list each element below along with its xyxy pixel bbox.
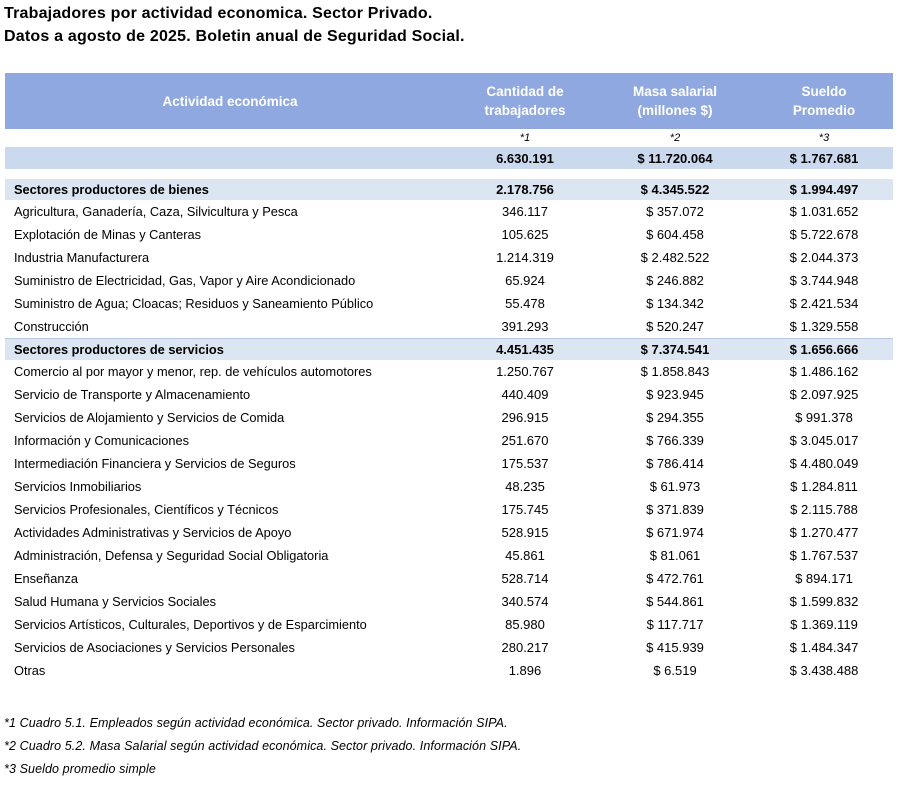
- payroll-value: $ 4.345.522: [595, 174, 755, 200]
- footnote-marker-empty: [5, 129, 455, 147]
- avg-wage-value: $ 1.270.477: [755, 521, 893, 544]
- activity-label: Servicio de Transporte y Almacenamiento: [5, 383, 455, 406]
- payroll-value: $ 7.374.541: [595, 339, 755, 361]
- activity-label: Suministro de Electricidad, Gas, Vapor y Aire Acondicionado: [5, 269, 455, 292]
- table-row: [5, 498, 893, 521]
- footnote-2: *2 Cuadro 5.2. Masa Salarial según actividad económica. Sector privado. Información SIPA.: [4, 739, 522, 753]
- payroll-value: $ 294.355: [595, 406, 755, 429]
- table-row: [5, 613, 893, 636]
- footnote-marker-2: *2: [595, 129, 755, 147]
- workers-value: 1.250.767: [455, 360, 595, 383]
- table-row: [5, 429, 893, 452]
- avg-wage-value: $ 1.599.832: [755, 590, 893, 613]
- column-header-row: [5, 73, 893, 129]
- workers-value: 528.714: [455, 567, 595, 590]
- footnote-3: *3 Sueldo promedio simple: [4, 762, 156, 776]
- workers-value: 45.861: [455, 544, 595, 567]
- activity-label: Servicios Artísticos, Culturales, Deportivos y de Esparcimiento: [5, 613, 455, 636]
- payroll-value: $ 117.717: [595, 613, 755, 636]
- workers-value: 1.896: [455, 659, 595, 682]
- activity-label: Enseñanza: [5, 567, 455, 590]
- table-row: [5, 406, 893, 429]
- payroll-value: $ 472.761: [595, 567, 755, 590]
- payroll-value: $ 134.342: [595, 292, 755, 315]
- column-header-cantidad: [455, 73, 595, 129]
- payroll-value: $ 671.974: [595, 521, 755, 544]
- workers-value: 2.178.756: [455, 174, 595, 200]
- avg-wage-value: $ 1.767.681: [755, 147, 893, 174]
- avg-wage-value: $ 1.031.652: [755, 200, 893, 223]
- table-row: [5, 223, 893, 246]
- table-head: [5, 73, 893, 147]
- activity-label: Industria Manufacturera: [5, 246, 455, 269]
- workers-value: 4.451.435: [455, 339, 595, 361]
- table-row: [5, 200, 893, 223]
- activity-label: Explotación de Minas y Canteras: [5, 223, 455, 246]
- activity-label: Agricultura, Ganadería, Caza, Silvicultura y Pesca: [5, 200, 455, 223]
- workers-value: 391.293: [455, 315, 595, 339]
- table-row: [5, 567, 893, 590]
- workers-value: 85.980: [455, 613, 595, 636]
- footnote-marker-1: *1: [455, 129, 595, 147]
- table-row: [5, 475, 893, 498]
- table-row: [5, 636, 893, 659]
- workers-value: 48.235: [455, 475, 595, 498]
- avg-wage-value: $ 1.369.119: [755, 613, 893, 636]
- avg-wage-value: $ 4.480.049: [755, 452, 893, 475]
- avg-wage-value: $ 1.486.162: [755, 360, 893, 383]
- workers-value: 175.537: [455, 452, 595, 475]
- activity-label: [5, 147, 455, 174]
- report-header: [0, 0, 900, 48]
- table-row: [5, 246, 893, 269]
- workers-value: 296.915: [455, 406, 595, 429]
- column-header-masa-line2: (millones $): [637, 103, 713, 118]
- activity-label: Servicios Inmobiliarios: [5, 475, 455, 498]
- footnotes: [4, 712, 900, 781]
- activity-label: Otras: [5, 659, 455, 682]
- table-body: [5, 147, 893, 682]
- avg-wage-value: $ 5.722.678: [755, 223, 893, 246]
- payroll-value: $ 357.072: [595, 200, 755, 223]
- avg-wage-value: $ 1.329.558: [755, 315, 893, 339]
- avg-wage-value: $ 991.378: [755, 406, 893, 429]
- avg-wage-value: $ 1.656.666: [755, 339, 893, 361]
- column-header-actividad-label: Actividad económica: [162, 93, 298, 109]
- workers-value: 65.924: [455, 269, 595, 292]
- activity-label: Salud Humana y Servicios Sociales: [5, 590, 455, 613]
- table-row: [5, 383, 893, 406]
- payroll-value: $ 1.858.843: [595, 360, 755, 383]
- footnote-marker-row: [5, 129, 893, 147]
- workers-value: 6.630.191: [455, 147, 595, 174]
- activity-label: Servicios de Asociaciones y Servicios Personales: [5, 636, 455, 659]
- workers-value: 105.625: [455, 223, 595, 246]
- activity-label: Administración, Defensa y Seguridad Social Obligatoria: [5, 544, 455, 567]
- table-row-section: [5, 339, 893, 361]
- avg-wage-value: $ 3.744.948: [755, 269, 893, 292]
- workers-value: 55.478: [455, 292, 595, 315]
- table-row: [5, 659, 893, 682]
- activity-label: Sectores productores de servicios: [5, 339, 455, 361]
- payroll-value: $ 786.414: [595, 452, 755, 475]
- avg-wage-value: $ 2.421.534: [755, 292, 893, 315]
- workers-by-activity-table: [5, 73, 893, 682]
- payroll-value: $ 371.839: [595, 498, 755, 521]
- workers-value: 340.574: [455, 590, 595, 613]
- table-row: [5, 452, 893, 475]
- report-title-line1: Trabajadores por actividad economica. Sector Privado.: [4, 5, 433, 22]
- avg-wage-value: $ 3.438.488: [755, 659, 893, 682]
- table-row-section: [5, 174, 893, 200]
- column-header-sueldo-line2: Promedio: [792, 103, 856, 118]
- table-row: [5, 269, 893, 292]
- workers-value: 528.915: [455, 521, 595, 544]
- activity-label: Construcción: [5, 315, 455, 339]
- table-row: [5, 544, 893, 567]
- activity-label: Actividades Administrativas y Servicios de Apoyo: [5, 521, 455, 544]
- payroll-value: $ 766.339: [595, 429, 755, 452]
- column-header-masa-line1: Masa salarial: [632, 84, 718, 99]
- avg-wage-value: $ 2.044.373: [755, 246, 893, 269]
- footnote-marker-3: *3: [755, 129, 893, 147]
- column-header-cantidad-line1: Cantidad de: [486, 84, 564, 99]
- activity-label: Suministro de Agua; Cloacas; Residuos y Saneamiento Público: [5, 292, 455, 315]
- workers-value: 1.214.319: [455, 246, 595, 269]
- table-row: [5, 590, 893, 613]
- column-header-masa: [595, 73, 755, 129]
- workers-value: 251.670: [455, 429, 595, 452]
- workers-value: 175.745: [455, 498, 595, 521]
- table-row: [5, 315, 893, 339]
- avg-wage-value: $ 1.994.497: [755, 174, 893, 200]
- avg-wage-value: $ 3.045.017: [755, 429, 893, 452]
- column-header-sueldo: [755, 73, 893, 129]
- table-row-total: [5, 147, 893, 174]
- avg-wage-value: $ 894.171: [755, 567, 893, 590]
- payroll-value: $ 415.939: [595, 636, 755, 659]
- table-row: [5, 292, 893, 315]
- workers-value: 346.117: [455, 200, 595, 223]
- footnote-1: *1 Cuadro 5.1. Empleados según actividad económica. Sector privado. Información SIPA.: [4, 716, 508, 730]
- activity-label: Servicios de Alojamiento y Servicios de Comida: [5, 406, 455, 429]
- column-header-sueldo-line1: Sueldo: [801, 84, 847, 99]
- activity-label: Información y Comunicaciones: [5, 429, 455, 452]
- payroll-value: $ 520.247: [595, 315, 755, 339]
- column-header-actividad: [5, 73, 455, 129]
- activity-label: Comercio al por mayor y menor, rep. de vehículos automotores: [5, 360, 455, 383]
- payroll-value: $ 2.482.522: [595, 246, 755, 269]
- avg-wage-value: $ 1.284.811: [755, 475, 893, 498]
- activity-label: Servicios Profesionales, Científicos y Técnicos: [5, 498, 455, 521]
- workers-value: 440.409: [455, 383, 595, 406]
- activity-label: Intermediación Financiera y Servicios de Seguros: [5, 452, 455, 475]
- payroll-value: $ 923.945: [595, 383, 755, 406]
- report-title-line2: Datos a agosto de 2025. Boletin anual de Seguridad Social.: [4, 28, 465, 45]
- avg-wage-value: $ 1.767.537: [755, 544, 893, 567]
- table-row: [5, 521, 893, 544]
- payroll-value: $ 544.861: [595, 590, 755, 613]
- payroll-value: $ 61.973: [595, 475, 755, 498]
- column-header-cantidad-line2: trabajadores: [484, 103, 566, 118]
- table-row: [5, 360, 893, 383]
- avg-wage-value: $ 1.484.347: [755, 636, 893, 659]
- activity-label: Sectores productores de bienes: [5, 174, 455, 200]
- payroll-value: $ 6.519: [595, 659, 755, 682]
- workers-value: 280.217: [455, 636, 595, 659]
- avg-wage-value: $ 2.097.925: [755, 383, 893, 406]
- payroll-value: $ 81.061: [595, 544, 755, 567]
- avg-wage-value: $ 2.115.788: [755, 498, 893, 521]
- payroll-value: $ 11.720.064: [595, 147, 755, 174]
- payroll-value: $ 246.882: [595, 269, 755, 292]
- payroll-value: $ 604.458: [595, 223, 755, 246]
